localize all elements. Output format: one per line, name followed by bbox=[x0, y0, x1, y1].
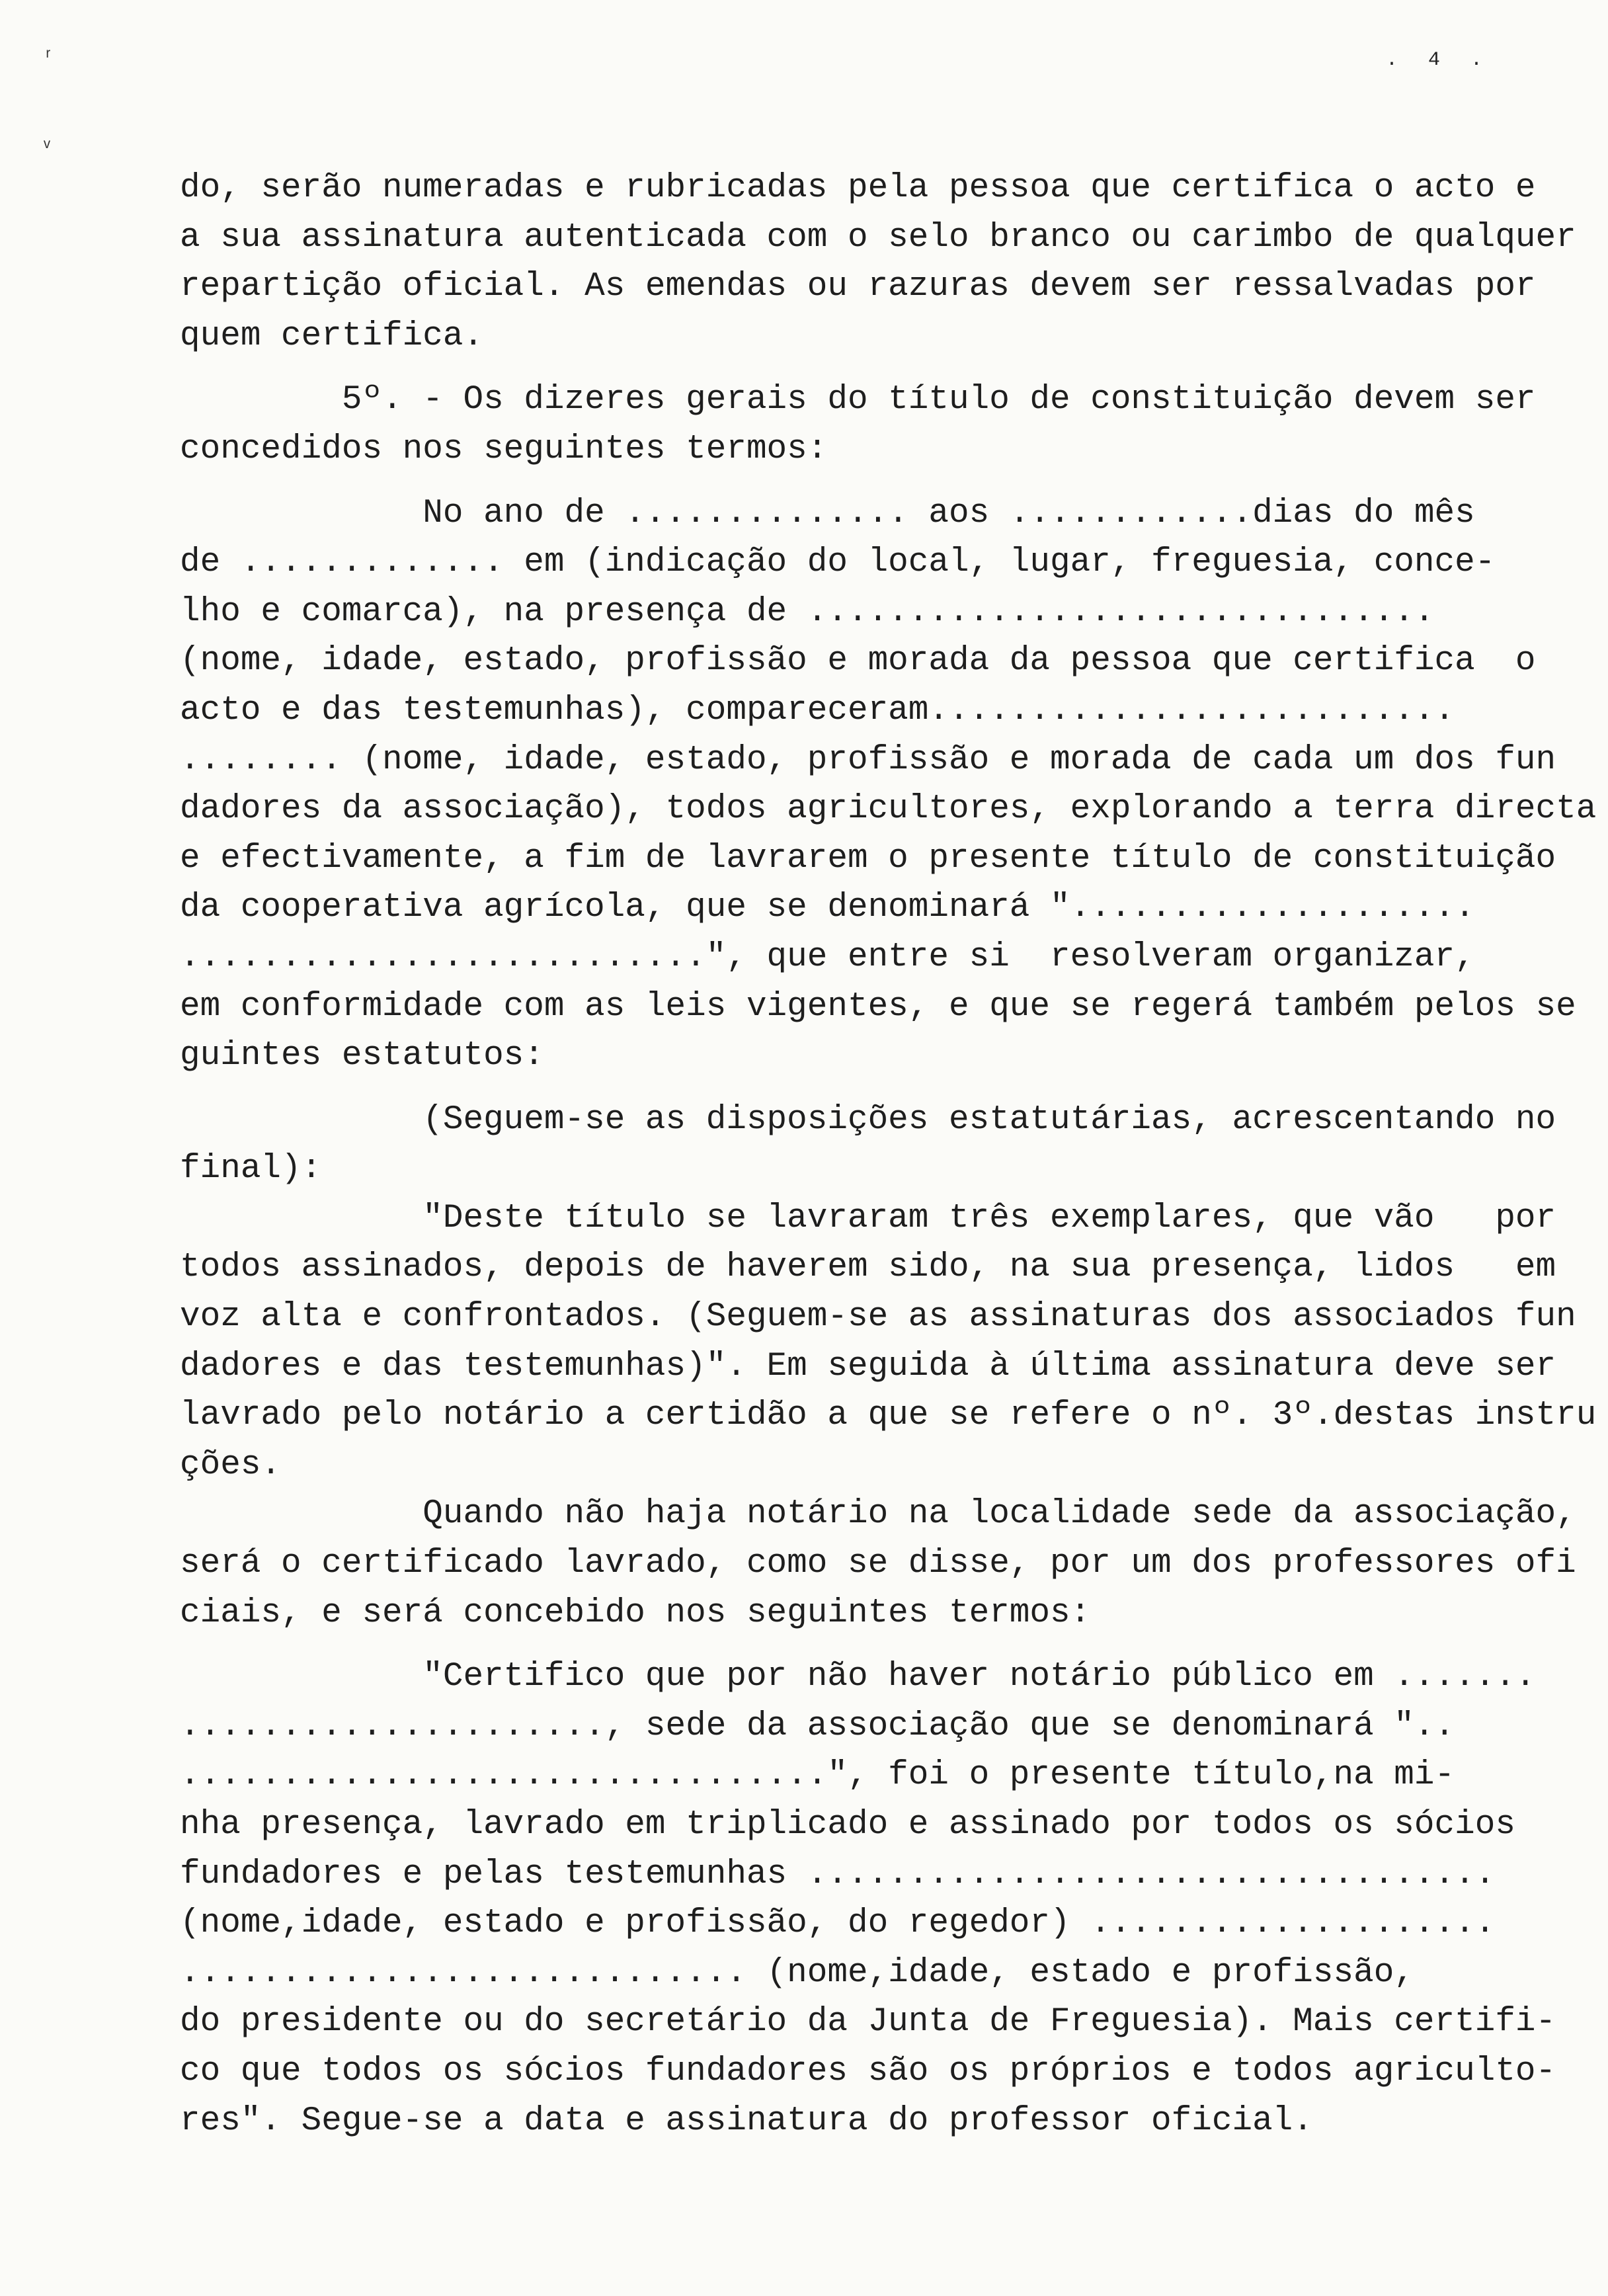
text-line: res". Segue-se a data e assinatura do professor oficial. bbox=[180, 2102, 1313, 2140]
text-line: em conformidade com as leis vigentes, e que se regerá também pelos se bbox=[180, 987, 1576, 1026]
text-line: final): bbox=[180, 1150, 322, 1188]
text-line: acto e das testemunhas), compareceram.......................... bbox=[180, 691, 1455, 729]
text-line: fundadores e pelas testemunhas .................................. bbox=[180, 1855, 1496, 1893]
text-line: (nome, idade, estado, profissão e morada da pessoa que certifica o bbox=[180, 642, 1536, 680]
text-line: a sua assinatura autenticada com o selo branco ou carimbo de qualquer bbox=[180, 218, 1576, 257]
margin-mark: ᵥ bbox=[41, 131, 54, 153]
text-line: da cooperativa agrícola, que se denominará ".................... bbox=[180, 889, 1475, 927]
document-body bbox=[180, 164, 1597, 2146]
text-line: co que todos os sócios fundadores são os próprios e todos agriculto- bbox=[180, 2052, 1556, 2090]
text-line: ............................ (nome,idade, estado e profissão, bbox=[180, 1953, 1414, 1992]
text-line: todos assinados, depois de haverem sido, na sua presença, lidos em bbox=[180, 1249, 1556, 1287]
text-line: do presidente ou do secretário da Junta de Freguesia). Mais certifi- bbox=[180, 2003, 1556, 2041]
paragraph-gap bbox=[180, 1081, 1587, 1096]
text-line: voz alta e confrontados. (Seguem-se as assinaturas dos associados fun bbox=[180, 1298, 1576, 1336]
text-line: quem certifica. bbox=[180, 317, 484, 355]
text-line: concedidos nos seguintes termos: bbox=[180, 430, 828, 468]
paragraph-gap bbox=[180, 1638, 1587, 1653]
text-line: será o certificado lavrado, como se disse, por um dos professores ofi bbox=[180, 1545, 1576, 1583]
text-line: do, serão numeradas e rubricadas pela pessoa que certifica o acto e bbox=[180, 169, 1536, 207]
margin-mark: ʳ bbox=[42, 46, 55, 69]
text-line: ..........................", que entre si resolveram organizar, bbox=[180, 938, 1475, 976]
text-line: ................................", foi o presente título,na mi- bbox=[180, 1756, 1455, 1795]
text-line: lho e comarca), na presença de ............................... bbox=[180, 593, 1435, 631]
page-number: . 4 . bbox=[1386, 49, 1492, 71]
text-line: dadores e das testemunhas)". Em seguida à última assinatura deve ser bbox=[180, 1347, 1556, 1385]
text-line: (nome,idade, estado e profissão, do regedor) .................... bbox=[180, 1905, 1496, 1943]
text-line: "Certifico que por não haver notário público em ....... bbox=[180, 1658, 1536, 1696]
text-line: lavrado pelo notário a certidão a que se refere o nº. 3º.destas instru bbox=[180, 1397, 1597, 1435]
text-line: e efectivamente, a fim de lavrarem o presente título de constituição bbox=[180, 839, 1556, 878]
text-line: nha presença, lavrado em triplicado e assinado por todos os sócios bbox=[180, 1806, 1515, 1844]
text-line: ciais, e será concebido nos seguintes termos: bbox=[180, 1594, 1091, 1632]
text-line: dadores da associação), todos agricultores, explorando a terra directa bbox=[180, 790, 1597, 829]
text-line: (Seguem-se as disposições estatutárias, acrescentando no bbox=[180, 1100, 1556, 1139]
text-line: Quando não haja notário na localidade sede da associação, bbox=[180, 1495, 1576, 1534]
text-line: No ano de .............. aos ............dias do mês bbox=[180, 494, 1475, 532]
paragraph-gap bbox=[180, 361, 1587, 376]
text-line: 5º. - Os dizeres gerais do título de constituição devem ser bbox=[180, 381, 1536, 419]
text-line: repartição oficial. As emendas ou razuras devem ser ressalvadas por bbox=[180, 268, 1536, 306]
paragraph-gap bbox=[180, 475, 1587, 489]
text-line: ções. bbox=[180, 1446, 282, 1484]
text-line: ........ (nome, idade, estado, profissão e morada de cada um dos fun bbox=[180, 741, 1556, 779]
text-line: ....................., sede da associação que se denominará ".. bbox=[180, 1707, 1455, 1745]
text-line: "Deste título se lavraram três exemplares, que vão por bbox=[180, 1199, 1556, 1237]
text-line: guintes estatutos: bbox=[180, 1037, 544, 1075]
text-line: de ............. em (indicação do local, lugar, freguesia, conce- bbox=[180, 544, 1496, 582]
